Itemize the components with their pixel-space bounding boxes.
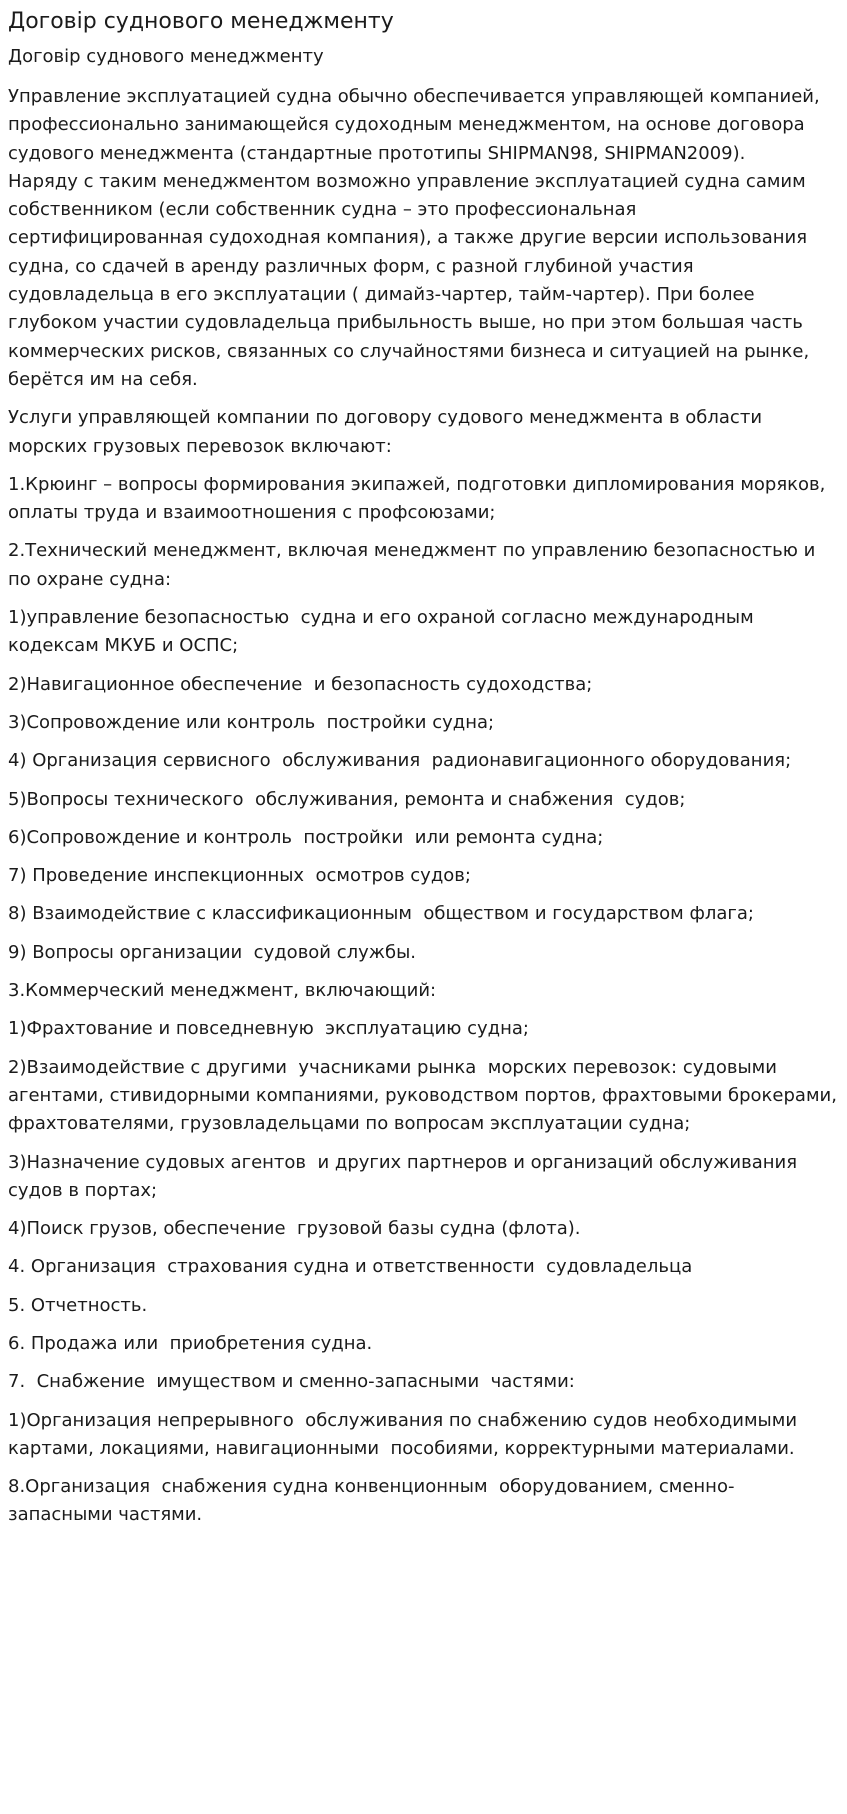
list-item-equipment-supply: 8.Организация снабжения судна конвенционным оборудованием, сменно-запасными частями. (8, 1476, 735, 1526)
list-item-agents: 3)Назначение судовых агентов и других партнеров и организаций обслуживания судов в портах; (8, 1151, 803, 1201)
paragraph-alternatives: Наряду с таким менеджментом возможно управление эксплуатацией судна самим собственником (если собственник судна – это профессиональная сертифицированная судоходная компания), а также другие версии использования судна, со сдачей в аренду различных форм, с разной глубиной участия судовладельца в его эксплуатации ( димайз-чартер, тайм-чартер). При более глубоком участии судовладельца прибыльность выше, но при этом большая часть коммерческих рисков, связанных со случайностями бизнеса и ситуацией на рынке, берётся им на себя. (8, 170, 815, 390)
list-item-charts-supply: 1)Организация непрерывного обслуживания по снабжению судов необходимыми картами, локациями, навигационными пособиями, корректурными материалами. (8, 1409, 803, 1459)
list-item-sale-purchase: 6. Продажа или приобретения судна. (8, 1332, 373, 1354)
list-item-navigation: 2)Навигационное обеспечение и безопасность судоходства; (8, 673, 593, 695)
list-item-commercial-management: 3.Коммерческий менеджмент, включающий: (8, 980, 437, 1002)
list-item-class-society: 8) Взаимодействие с классификационным обществом и государством флага; (8, 903, 754, 925)
page-title: Договір суднового менеджменту (8, 9, 394, 34)
list-item-chartering: 1)Фрахтование и повседневную эксплуатацию судна; (8, 1018, 529, 1040)
list-item-cargo-search: 4)Поиск грузов, обеспечение грузовой базы судна (флота). (8, 1218, 581, 1240)
paragraph-services-heading: Услуги управляющей компании по договору судового менеджмента в области морских грузовых перевозок включают: (8, 407, 768, 457)
list-item-crewing: 1.Крюинг – вопросы формирования экипажей, подготовки дипломирования моряков, оплаты труда и взаимоотношения с профсоюзами; (8, 473, 832, 524)
paragraph-intro: Управление эксплуатацией судна обычно обеспечивается управляющей компанией, профессионально занимающейся судоходным менеджментом, на основе договора судового менеджмента (стандартные прототипы SHIPMAN98, SHIPMAN2009). (8, 86, 826, 164)
list-item-construction-control: 3)Сопровождение или контроль постройки судна; (8, 711, 495, 733)
list-item-ship-service: 9) Вопросы организации судовой службы. (8, 941, 417, 963)
list-item-construction-repair: 6)Сопровождение и контроль постройки или ремонта судна; (8, 826, 604, 848)
list-item-safety-management: 1)управление безопасностью судна и его охраной согласно международным кодексам МКУБ и ОСПС; (8, 607, 760, 657)
list-item-insurance: 4. Организация страхования судна и ответственности судовладельца (8, 1256, 693, 1278)
list-item-reporting: 5. Отчетность. (8, 1294, 148, 1316)
list-item-maintenance: 5)Вопросы технического обслуживания, ремонта и снабжения судов; (8, 788, 686, 810)
list-item-inspections: 7) Проведение инспекционных осмотров судов; (8, 865, 471, 887)
document-body (8, 83, 843, 1530)
list-item-radionavigation-service: 4) Организация сервисного обслуживания радионавигационного оборудования; (8, 750, 792, 772)
list-item-technical-management: 2.Технический менеджмент, включая менеджмент по управлению безопасностью и по охране судна: (8, 540, 822, 590)
list-item-market-interaction: 2)Взаимодействие с другими учасниками рынка морских перевозок: судовыми агентами, стивидорными компаниями, руководством портов, фрахтовыми брокерами, фрахтователями, грузовладельцами по вопросам эксплуатации судна; (8, 1056, 843, 1135)
list-item-supply: 7. Снабжение имуществом и сменно-запасными частями: (8, 1371, 575, 1393)
page-subtitle: Договір суднового менеджменту (8, 46, 324, 67)
